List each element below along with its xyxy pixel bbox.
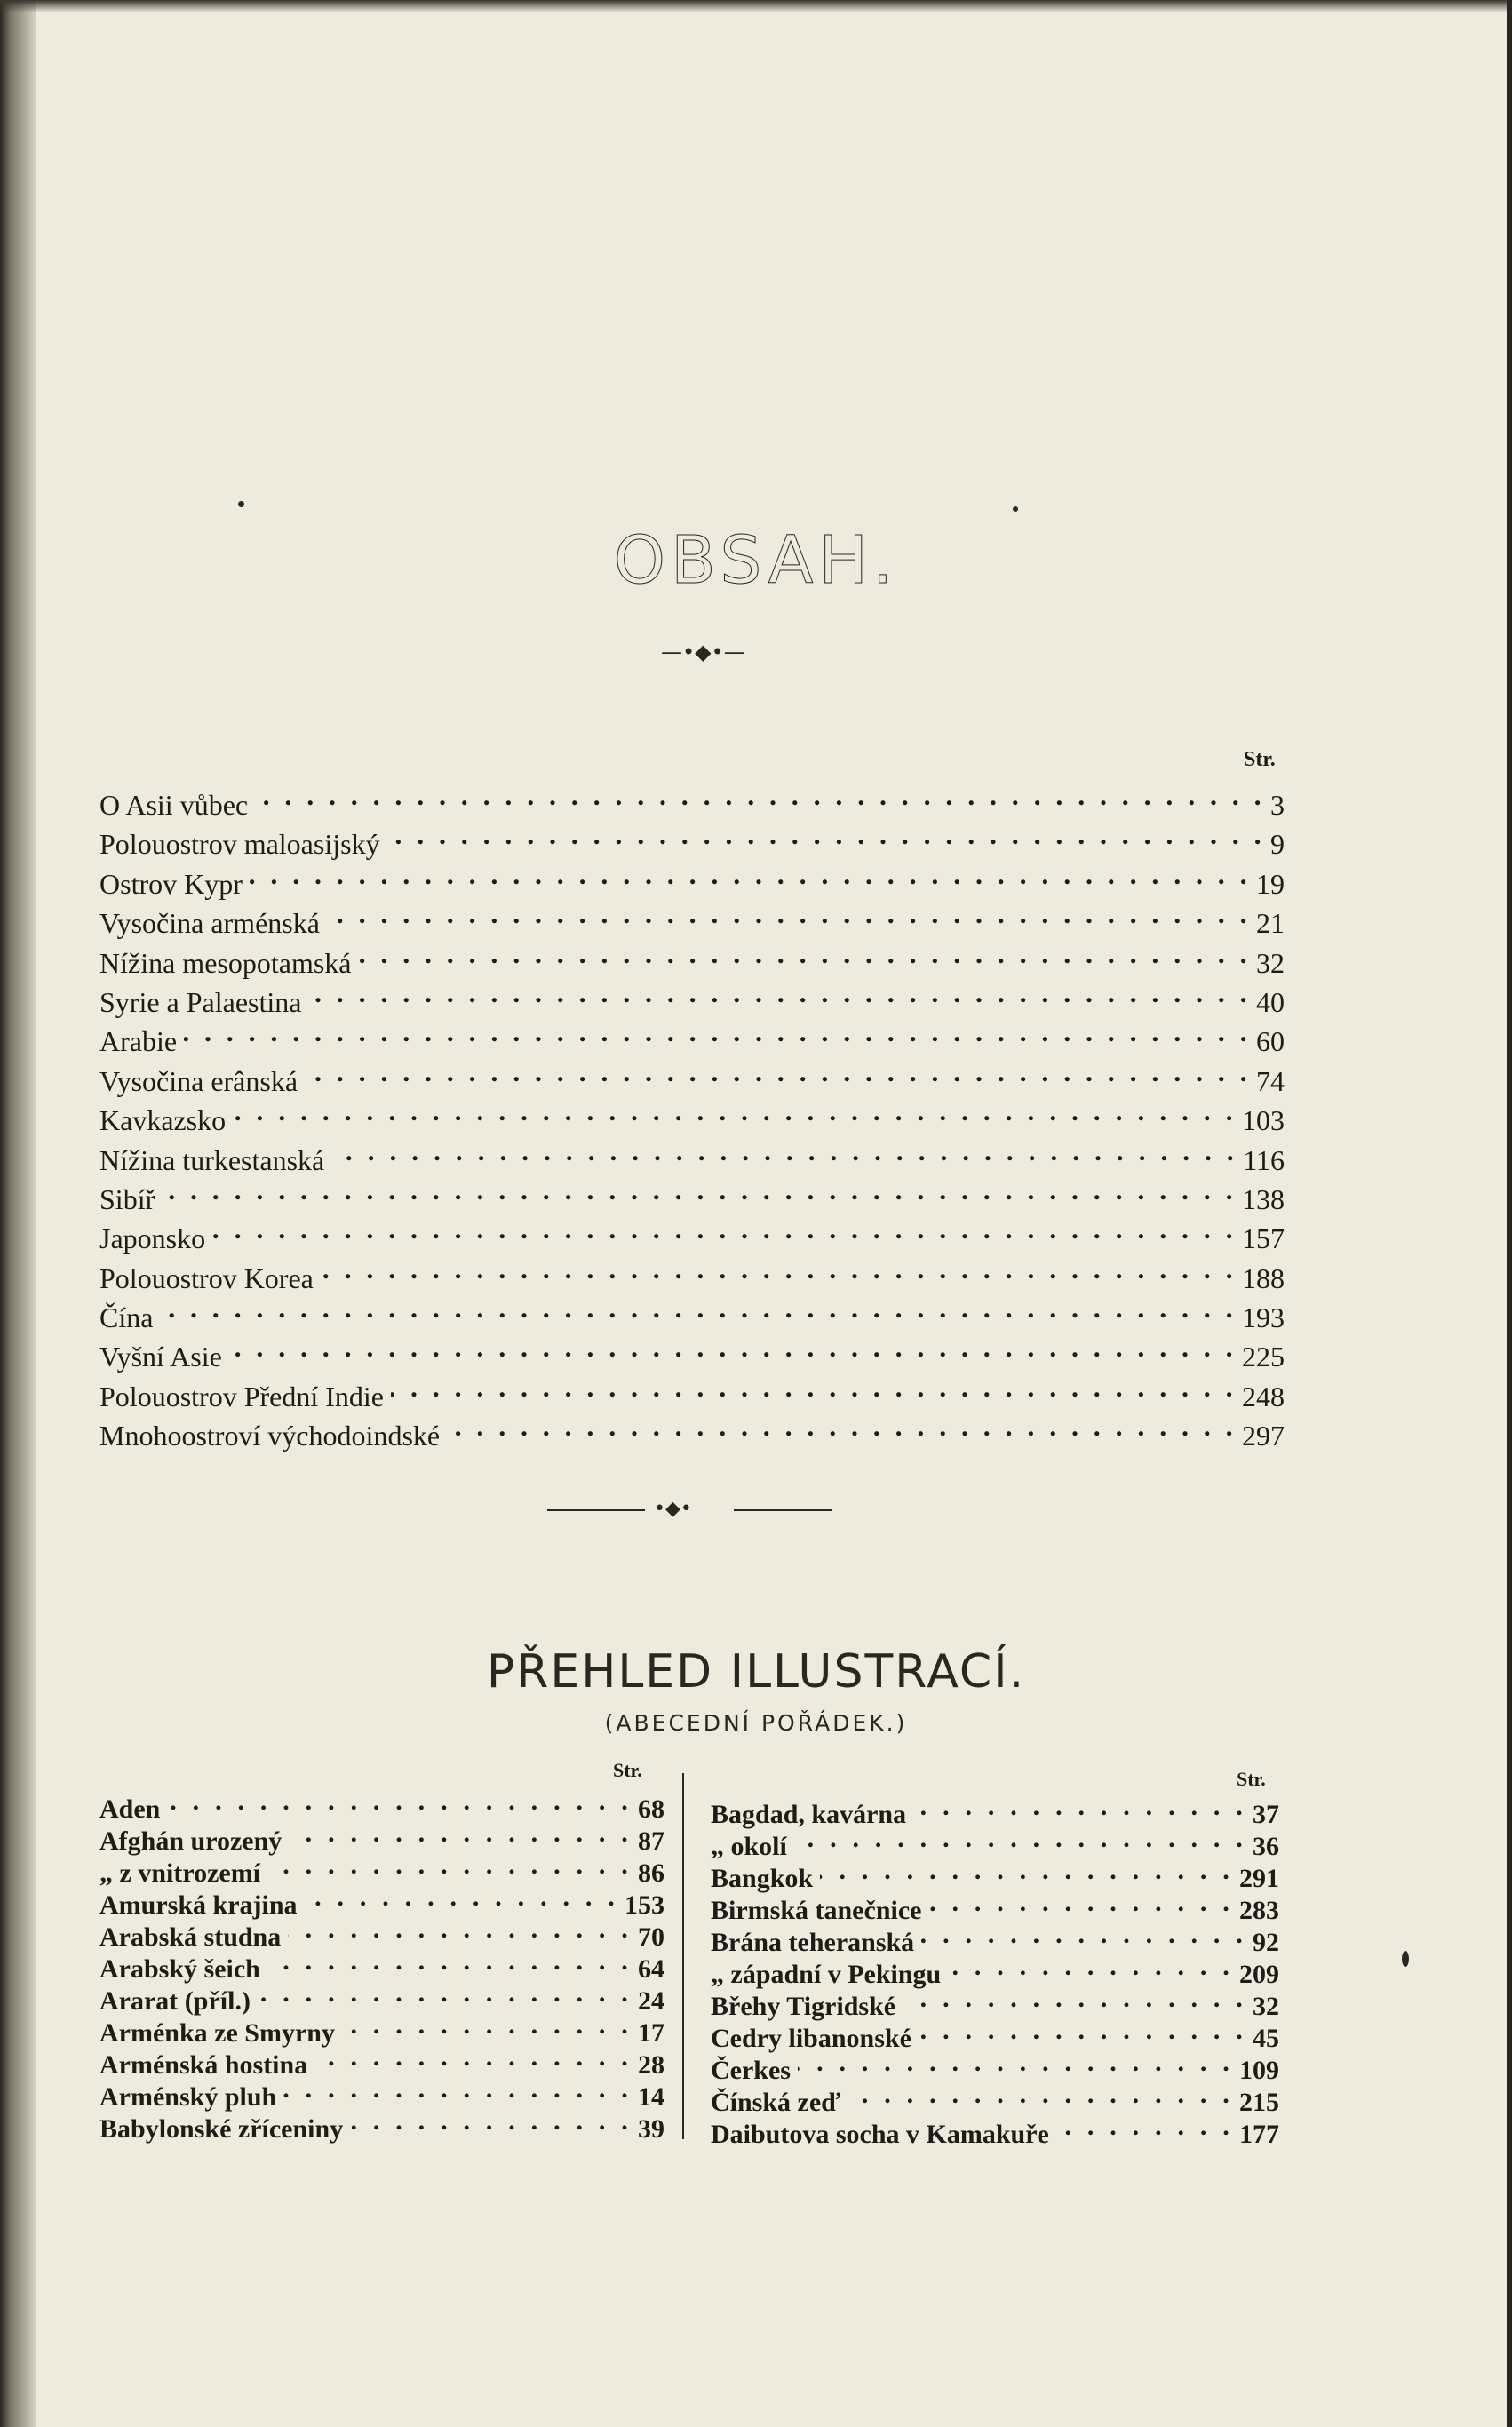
contents-entry-label: Vysočina erânská: [99, 1064, 298, 1097]
title-ornament: —•◆•—: [661, 640, 745, 664]
contents-entry-page: 9: [1270, 828, 1285, 861]
contents-entry-page: 138: [1242, 1182, 1285, 1215]
dot-leader: [350, 2105, 633, 2137]
contents-list: [99, 776, 1285, 1452]
illustration-entry-label: „ západní v Pekingu: [711, 1960, 942, 1989]
illustration-entry-label: Brána teheranská: [711, 1928, 915, 1957]
contents-entry-page: 32: [1256, 946, 1285, 979]
contents-entry: [99, 855, 1285, 900]
illustration-entry-label: Čerkes: [711, 2056, 791, 2085]
dot-leader: [358, 934, 1251, 973]
illustration-entry-label: Birmská tanečnice: [711, 1896, 922, 1925]
illustrations-right-page-header: Str.: [1237, 1768, 1266, 1790]
dot-leader: [162, 1170, 1237, 1209]
illustration-entry-label: „ z vnitrozemí: [99, 1858, 261, 1888]
dot-leader: [948, 1951, 1234, 1983]
contents-entry-label: Vysočina arménská: [99, 907, 320, 940]
dot-leader: [913, 1791, 1247, 1823]
illustrations-left-column: [99, 1786, 664, 2144]
column-divider: [682, 1773, 684, 2139]
illustration-entry-page: 177: [1239, 2120, 1279, 2149]
illustration-entry-page: 109: [1239, 2056, 1279, 2085]
illustration-entry-page: 36: [1253, 1832, 1279, 1861]
dot-leader: [250, 855, 1251, 894]
illustration-entry-label: Amurská krajina: [99, 1890, 298, 1920]
illustration-entry: [711, 1855, 1279, 1893]
contents-entry-label: Polouostrov Přední Indie: [99, 1380, 384, 1412]
contents-entry: [99, 815, 1285, 861]
contents-entry-page: 103: [1242, 1104, 1285, 1137]
dot-leader: [1056, 2111, 1234, 2143]
illustrations-title: PŘEHLED ILLUSTRACÍ.: [486, 1645, 1026, 1699]
dot-leader: [160, 1288, 1237, 1327]
contents-entry-label: Polouostrov Korea: [99, 1261, 314, 1294]
illustration-entry-page: 14: [638, 2082, 664, 2112]
dot-leader: [233, 1091, 1237, 1130]
illustration-entry-label: Cedry libanonské: [711, 2024, 911, 2053]
dot-leader: [391, 1367, 1237, 1406]
dot-leader: [921, 1919, 1247, 1951]
ink-speck: [1013, 506, 1018, 512]
contents-entry-label: Kavkazsko: [99, 1104, 227, 1137]
illustrations-right-column: [711, 1791, 1279, 2149]
dot-leader: [331, 1131, 1237, 1170]
contents-entry-page: 40: [1256, 985, 1285, 1018]
contents-entry-page: 116: [1243, 1143, 1285, 1176]
illustration-entry-page: 70: [638, 1922, 664, 1952]
illustration-entry: [99, 1786, 664, 1824]
illustration-entry-page: 28: [638, 2050, 664, 2080]
illustration-entry-label: Aden: [99, 1794, 161, 1824]
contents-entry-page: 193: [1242, 1301, 1285, 1334]
ink-speck: [1402, 1951, 1409, 1967]
dot-leader: [267, 1946, 633, 1977]
illustration-entry-page: 37: [1253, 1800, 1279, 1829]
dot-leader: [928, 1887, 1234, 1919]
contents-entry-page: 74: [1256, 1064, 1285, 1097]
contents-entry: [99, 894, 1285, 940]
contents-entry-page: 3: [1270, 789, 1285, 821]
illustrations-left-page-header: Str.: [613, 1759, 642, 1781]
page-top-shadow: [0, 0, 1512, 12]
contents-entry-label: O Asii vůbec: [99, 789, 249, 821]
illustration-entry-page: 283: [1239, 1896, 1279, 1925]
ink-speck: [238, 501, 244, 507]
illustrations-subtitle: (ABECEDNÍ POŘÁDEK.): [604, 1710, 908, 1736]
contents-entry-page: 157: [1242, 1222, 1285, 1255]
contents-entry-label: Nížina turkestanská: [99, 1143, 325, 1176]
page-right-edge: [1507, 0, 1512, 2427]
contents-entry-page: 19: [1256, 867, 1285, 900]
contents-entry-label: Ostrov Kypr: [99, 867, 243, 900]
illustration-entry-label: Arabská studna: [99, 1922, 282, 1952]
dot-leader: [212, 1209, 1237, 1248]
illustration-entry-label: Ararat (příl.): [99, 1986, 251, 2016]
dot-leader: [447, 1406, 1237, 1445]
contents-entry-label: Arabie: [99, 1025, 178, 1058]
dot-leader: [321, 1249, 1237, 1288]
dot-leader: [794, 1823, 1247, 1855]
dot-leader: [267, 1850, 633, 1882]
contents-entry-label: Sibíř: [99, 1182, 155, 1215]
contents-entry-label: Syrie a Palaestina: [99, 985, 302, 1018]
contents-entry-label: Čína: [99, 1301, 154, 1334]
contents-entry-page: 21: [1256, 907, 1285, 940]
contents-entry-label: Nížina mesopotamská: [99, 946, 352, 979]
dot-leader: [820, 1855, 1234, 1887]
dot-leader: [305, 1052, 1251, 1091]
illustration-entry-label: Babylonské zříceniny: [99, 2114, 344, 2144]
illustration-entry-page: 209: [1239, 1960, 1279, 1989]
illustration-entry-label: Čínská zeď: [711, 2088, 841, 2117]
contents-entry: [99, 1327, 1285, 1373]
illustration-entry-page: 17: [638, 2018, 664, 2048]
illustration-entry-page: 92: [1253, 1928, 1279, 1957]
separator-ornament: •◆•: [654, 1498, 692, 1520]
illustration-entry-page: 32: [1253, 1992, 1279, 2021]
illustration-entry-label: Bagdad, kavárna: [711, 1800, 907, 1829]
contents-entry: [99, 1367, 1285, 1412]
contents-entry: [99, 1170, 1285, 1215]
illustration-entry-page: 68: [638, 1794, 664, 1824]
contents-entry: [99, 1131, 1285, 1176]
contents-entry: [99, 1091, 1285, 1137]
illustration-entry-label: Břehy Tigridské: [711, 1992, 896, 2021]
dot-leader: [289, 1818, 633, 1850]
contents-entry: [99, 1249, 1285, 1294]
contents-entry-label: Japonsko: [99, 1222, 206, 1255]
dot-leader: [288, 1914, 633, 1946]
dot-leader: [167, 1786, 633, 1818]
contents-entry-label: Mnohoostroví východoindské: [99, 1420, 441, 1452]
dot-leader: [308, 973, 1251, 1012]
dot-leader: [305, 1882, 619, 1914]
dot-leader: [327, 894, 1251, 933]
section-separator: [547, 1498, 832, 1520]
contents-page-header: Str.: [1244, 748, 1276, 771]
illustration-entry-label: Arabský šeich: [99, 1954, 260, 1984]
contents-entry: [99, 1052, 1285, 1097]
contents-entry: [99, 1209, 1285, 1255]
contents-entry: [99, 776, 1285, 821]
illustration-entry-label: Bangkok: [711, 1864, 814, 1893]
illustration-entry: [711, 1823, 1279, 1861]
contents-entry-page: 188: [1242, 1261, 1285, 1294]
contents-entry-page: 248: [1242, 1380, 1285, 1412]
illustration-entry-label: Arménská hostina: [99, 2050, 308, 2080]
contents-entry: [99, 1288, 1285, 1334]
dot-leader: [342, 2009, 633, 2041]
illustration-entry-label: Arménka ze Smyrny: [99, 2018, 335, 2048]
illustration-entry-page: 153: [625, 1890, 664, 1920]
illustration-entry-label: Daibutova socha v Kamakuře: [711, 2120, 1049, 2149]
illustration-entry-page: 215: [1239, 2088, 1279, 2117]
contents-entry-page: 225: [1242, 1341, 1285, 1373]
illustration-entry-label: Arménský pluh: [99, 2082, 277, 2112]
illustration-entry: [711, 1791, 1279, 1829]
dot-leader: [184, 1012, 1251, 1051]
illustration-entry-label: Afghán urozený: [99, 1826, 283, 1856]
illustration-entry-page: 87: [638, 1826, 664, 1856]
page-gutter: [0, 0, 36, 2427]
illustration-entry-page: 64: [638, 1954, 664, 1984]
dot-leader: [903, 1983, 1247, 2015]
illustration-entry-page: 24: [638, 1986, 664, 2016]
illustration-entry-page: 86: [638, 1858, 664, 1888]
dot-leader: [919, 2015, 1247, 2047]
dot-leader: [798, 2047, 1234, 2079]
contents-entry: [99, 1012, 1285, 1058]
contents-entry-label: Vyšní Asie: [99, 1341, 222, 1373]
illustration-entry-page: 291: [1239, 1864, 1279, 1893]
dot-leader: [255, 776, 1265, 815]
dot-leader: [387, 815, 1265, 854]
contents-title: OBSAH.: [613, 522, 899, 599]
dot-leader: [848, 2079, 1234, 2111]
dot-leader: [258, 1977, 633, 2009]
contents-entry-page: 297: [1242, 1420, 1285, 1452]
illustration-entry: [99, 1818, 664, 1856]
illustration-entry-page: 39: [638, 2114, 664, 2144]
illustration-entry-page: 45: [1253, 2024, 1279, 2053]
dot-leader: [283, 2073, 633, 2105]
contents-entry-page: 60: [1256, 1025, 1285, 1058]
dot-leader: [229, 1327, 1237, 1366]
illustration-entry-label: „ okolí: [711, 1832, 787, 1861]
dot-leader: [314, 2041, 633, 2073]
contents-entry-label: Polouostrov maloasijský: [99, 828, 380, 861]
